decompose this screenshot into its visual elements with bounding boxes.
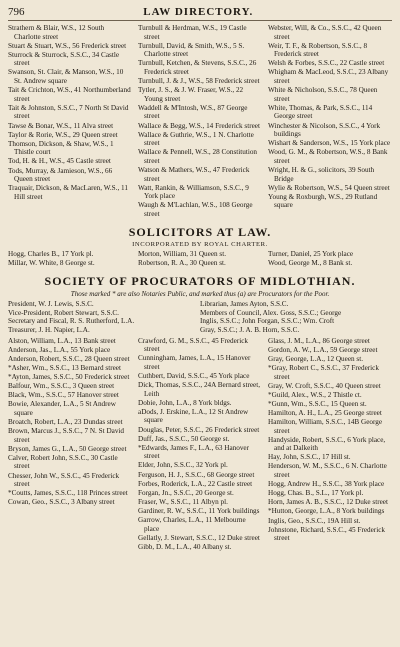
list-item: Hogg, Andrew H., S.S.C., 38 York place bbox=[268, 480, 385, 489]
listing-column bbox=[138, 250, 262, 268]
officer-text: Inglis, S.S.C.; John Forgan, S.S.C.; Wm. Croft bbox=[200, 317, 335, 326]
list-item: Douglas, Peter, S.S.C., 26 Frederick street bbox=[138, 425, 260, 434]
list-item: Anderson, Jas., L.A., 55 York place bbox=[8, 345, 111, 354]
officer-row bbox=[8, 309, 392, 318]
list-item: Brown, Marcus J., S.S.C., 7 N. St David street bbox=[8, 427, 125, 444]
list-item: Turnbull, David, & Smith, W.S., 5 S. Charlotte street bbox=[138, 41, 245, 59]
solicitors-heading: SOLICITORS AT LAW. bbox=[128, 225, 272, 240]
list-item: *Coutts, James, S.S.C., 118 Princes street bbox=[8, 489, 128, 498]
list-item: Balfour, Wm., S.S.C., 3 Queen street bbox=[8, 382, 115, 391]
list-item: Turner, Daniel, 25 York place bbox=[268, 250, 354, 259]
officer-row bbox=[8, 317, 392, 326]
list-item: *Asher, Wm., S.S.C., 13 Bernard street bbox=[8, 363, 121, 372]
list-item: Anderson, Robert, S.S.C., 28 Queen street bbox=[8, 354, 130, 363]
officer-text: Gray, S.S.C.; J. A. B. Horn, S.S.C. bbox=[200, 326, 300, 335]
list-item: Hamilton, William, S.S.C., 14B George street bbox=[268, 417, 383, 435]
list-item: Hogg, Chas. B., S.L., 17 York pl. bbox=[268, 489, 364, 498]
listing-column bbox=[268, 24, 392, 219]
list-item: Hay, John, S.S.C., 17 Hill st. bbox=[268, 453, 351, 462]
list-item: Broatch, Robert, L.A., 23 Dundas street bbox=[8, 417, 123, 426]
list-item: Forbes, Roderick, L.A., 22 Castle street bbox=[138, 479, 253, 488]
list-item: Welsh & Forbes, S.S.C., 22 Castle street bbox=[268, 59, 385, 68]
list-item: Wishart & Sanderson, W.S., 15 York place bbox=[268, 139, 391, 148]
list-item: Wood, G. M., & Robertson, W.S., 8 Bank street bbox=[268, 148, 388, 165]
list-item: Black, Wm., S.S.C., 57 Hanover street bbox=[8, 391, 119, 400]
list-item: Morton, William, 31 Queen st. bbox=[138, 250, 227, 259]
list-item: Duff, Jas., S.S.C., 50 George st. bbox=[138, 434, 230, 443]
list-item: Hamilton, A. H., L.A., 25 George street bbox=[268, 408, 382, 417]
list-item: Chesser, John W., S.S.C., 45 Frederick street bbox=[8, 471, 120, 489]
list-item: Cunningham, James, L.A., 15 Hanover street bbox=[138, 354, 251, 371]
list-item: Taylor & Rorie, W.S., 29 Queen street bbox=[8, 130, 118, 139]
list-item: Watt, Rankin, & Williamson, S.S.C., 9 York place bbox=[138, 183, 249, 201]
list-item: Gardiner, R. W., S.S.C., 11 York buildings bbox=[138, 506, 260, 515]
officer-text: Members of Council, Alex. Goss, S.S.C.; George bbox=[200, 308, 342, 317]
procurators-listing bbox=[8, 337, 392, 552]
list-item: Stuart & Stuart, W.S., 56 Frederick street bbox=[8, 41, 127, 50]
solicitors-listing bbox=[8, 250, 392, 268]
list-item: Winchester & Nicolson, S.S.C., 4 York buildings bbox=[268, 121, 381, 139]
list-item: Watson & Mathers, W.S., 47 Frederick street bbox=[138, 166, 250, 183]
list-item: Forgan, Jn., S.S.C., 20 George st. bbox=[138, 488, 234, 497]
list-item: Johnstone, Richard, S.S.C., 45 Frederick street bbox=[268, 525, 385, 543]
list-item: *Gunn, Wm., S.S.C., 15 Queen st. bbox=[268, 399, 367, 408]
list-item: Garrow, Charles, L.A., 11 Melbourne place bbox=[138, 516, 246, 533]
list-item: Dobie, John, L.A., 8 York bldgs. bbox=[138, 398, 232, 407]
list-item: *Hutton, George, L.A., 8 York buildings bbox=[268, 507, 385, 516]
list-item: Bowie, Alexander, L.A., 5 St Andrew square bbox=[8, 400, 116, 417]
list-item: Fraser, W., S.S.C., 11 Albyn pl. bbox=[138, 497, 228, 506]
list-item: Tod, H. & H., W.S., 45 Castle street bbox=[8, 157, 111, 166]
list-item: *Edwards, James F., L.A., 63 Hanover street bbox=[138, 443, 250, 461]
list-item: Horn, James A. B., S.S.C., 12 Duke street bbox=[268, 498, 388, 507]
list-item: Waugh & M'Lachlan, W.S., 108 George street bbox=[138, 201, 253, 218]
list-item: Glass, J. M., L.A., 86 George street bbox=[268, 336, 370, 345]
list-item: Waddell & M'Intosh, W.S., 87 George street bbox=[138, 103, 248, 121]
list-item: Gellatly, J. Stewart, S.S.C., 12 Duke street bbox=[138, 533, 260, 542]
list-item: Henderson, W. M., S.S.C., 6 N. Charlotte street bbox=[268, 462, 387, 480]
list-item: Sturrock & Sturrock, S.S.C., 34 Castle street bbox=[8, 50, 120, 68]
list-item: Alston, William, L.A., 13 Bank street bbox=[8, 336, 116, 345]
list-item: Turnbull, Ketchen, & Stevens, S.S.C., 26 Frederick street bbox=[138, 59, 257, 76]
listing-column bbox=[8, 24, 132, 219]
list-item: Wright, H. & G., solicitors, 39 South Bridge bbox=[268, 166, 375, 183]
list-item: Ferguson, H. J., S.S.C., 68 George street bbox=[138, 470, 255, 479]
list-item: Tawse & Bonar, W.S., 11 Alva street bbox=[8, 121, 114, 130]
list-item: Whigham & MacLeod, S.S.C., 23 Albany street bbox=[268, 68, 389, 86]
procurators-heading: SOCIETY OF PROCURATORS OF MIDLOTHIAN. bbox=[44, 274, 356, 289]
list-item: Strathern & Blair, W.S., 12 South Charlotte street bbox=[8, 24, 105, 41]
procurators-note: Those marked * are also Notaries Public, and marked thus (a) are Procurators for the Poor. bbox=[70, 290, 330, 299]
list-item: Turnbull & Herdman, W.S., 19 Castle street bbox=[138, 24, 247, 41]
list-item: Gordon, A. W., L.A., 59 George street bbox=[268, 345, 378, 354]
officer-row bbox=[8, 326, 392, 335]
list-item: Cowan, Geo., S.S.C., 3 Albany street bbox=[8, 498, 115, 507]
listing-column bbox=[138, 24, 262, 219]
page-number: 796 bbox=[8, 6, 25, 18]
list-item: Hogg, Charles B., 17 York pl. bbox=[8, 250, 94, 259]
list-item: aDods, J. Erskine, L.A., 12 St Andrew square bbox=[138, 407, 249, 425]
list-item: Inglis, Geo., S.S.C., 19A Hill st. bbox=[268, 516, 361, 525]
officer-text: Librarian, James Ayton, S.S.C. bbox=[200, 300, 289, 309]
listing-column bbox=[268, 250, 392, 268]
list-item: Elder, John, S.S.C., 32 York pl. bbox=[138, 461, 228, 470]
list-item: Wallace & Begg, W.S., 14 Frederick street bbox=[138, 121, 260, 130]
list-item: Gibb, D. M., L.A., 40 Albany st. bbox=[138, 542, 232, 551]
list-item: Tait & Johnston, S.S.C., 7 North St David street bbox=[8, 103, 129, 121]
list-item: *Guild, Alex., W.S., 2 Thistle ct. bbox=[268, 390, 362, 399]
list-item: Wood, George M., 8 Bank st. bbox=[268, 259, 353, 268]
list-item: Wallace & Pennell, W.S., 28 Constitution street bbox=[138, 148, 258, 165]
list-item: Gray, W. Croft, S.S.C., 40 Queen street bbox=[268, 381, 381, 390]
list-item: Tait & Crichton, W.S., 41 Northumberland street bbox=[8, 86, 131, 103]
listing-column bbox=[268, 337, 392, 552]
officer-text: Treasurer, J. H. Napier, L.A. bbox=[8, 326, 90, 335]
list-item: Wylie & Robertson, W.S., 54 Queen street bbox=[268, 183, 390, 192]
running-head bbox=[8, 6, 392, 21]
listing-column bbox=[138, 337, 262, 552]
list-item: White, Thomas, & Park, S.S.C., 114 George street bbox=[268, 103, 373, 121]
list-item: Gray, George, L.A., 12 Queen st. bbox=[268, 354, 364, 363]
officer-text: Vice-President, Robert Stewart, S.S.C. bbox=[8, 308, 119, 317]
list-item: Crawford, G. M., S.S.C., 45 Frederick street bbox=[138, 336, 248, 354]
list-item: Turnbull, J. & J., W.S., 58 Frederick street bbox=[138, 77, 260, 86]
list-item: Dick, Thomas, S.S.C., 24A Bernard street, Leith bbox=[138, 381, 261, 398]
officer-text: Secretary and Fiscal, R. S. Rutherford, L.A. bbox=[8, 317, 135, 326]
list-item: Robertson, R. A., 30 Queen st. bbox=[138, 259, 226, 268]
list-item: White & Nicholson, S.S.C., 78 Queen street bbox=[268, 86, 378, 103]
list-item: Handyside, Robert, S.S.C., 6 York place, and at Dalkeith bbox=[268, 435, 386, 453]
list-item: Tods, Murray, & Jamieson, W.S., 66 Queen street bbox=[8, 166, 113, 184]
procurators-officers bbox=[8, 300, 392, 334]
list-item: Wallace & Guthrie, W.S., 1 N. Charlotte street bbox=[138, 130, 254, 148]
page-title: LAW DIRECTORY. bbox=[143, 6, 254, 18]
list-item: Millar, W. White, 8 George st. bbox=[8, 259, 95, 268]
officer-row bbox=[8, 300, 392, 309]
list-item: Tytler, J. S., & J. W. Fraser, W.S., 22 Young street bbox=[138, 86, 244, 103]
officer-text: President, W. J. Lewis, S.S.C. bbox=[8, 300, 94, 309]
list-item: Cuthbert, David, S.S.C., 45 York place bbox=[138, 372, 250, 380]
list-item: Bryson, James G., L.A., 50 George street bbox=[8, 444, 127, 453]
list-item: Weir, T. F., & Robertson, S.S.C., 8 Frederick street bbox=[268, 41, 368, 59]
listing-column bbox=[8, 337, 132, 552]
solicitors-subheading: INCORPORATED BY ROYAL CHARTER. bbox=[132, 241, 268, 249]
list-item: Thomson, Dickson, & Shaw, W.S., 1 Thistle court bbox=[8, 139, 114, 157]
listing-column bbox=[8, 250, 132, 268]
list-item: Traquair, Dickson, & MacLaren, W.S., 11 Hill street bbox=[8, 184, 128, 201]
list-item: Calver, Robert John, S.S.C., 30 Castle street bbox=[8, 453, 118, 471]
list-item: Swanson, St. Clair, & Manson, W.S., 10 St. Andrew square bbox=[8, 68, 124, 86]
list-item: *Ayton, James, S.S.C., 50 Frederick street bbox=[8, 373, 130, 381]
list-item: Young & Roxburgh, W.S., 29 Rutland square bbox=[268, 192, 378, 210]
list-item: Webster, Will, & Co., S.S.C., 42 Queen street bbox=[268, 24, 382, 41]
top-firm-listing bbox=[8, 24, 392, 219]
list-item: *Gray, Robert C., S.S.C., 37 Frederick street bbox=[268, 363, 379, 381]
